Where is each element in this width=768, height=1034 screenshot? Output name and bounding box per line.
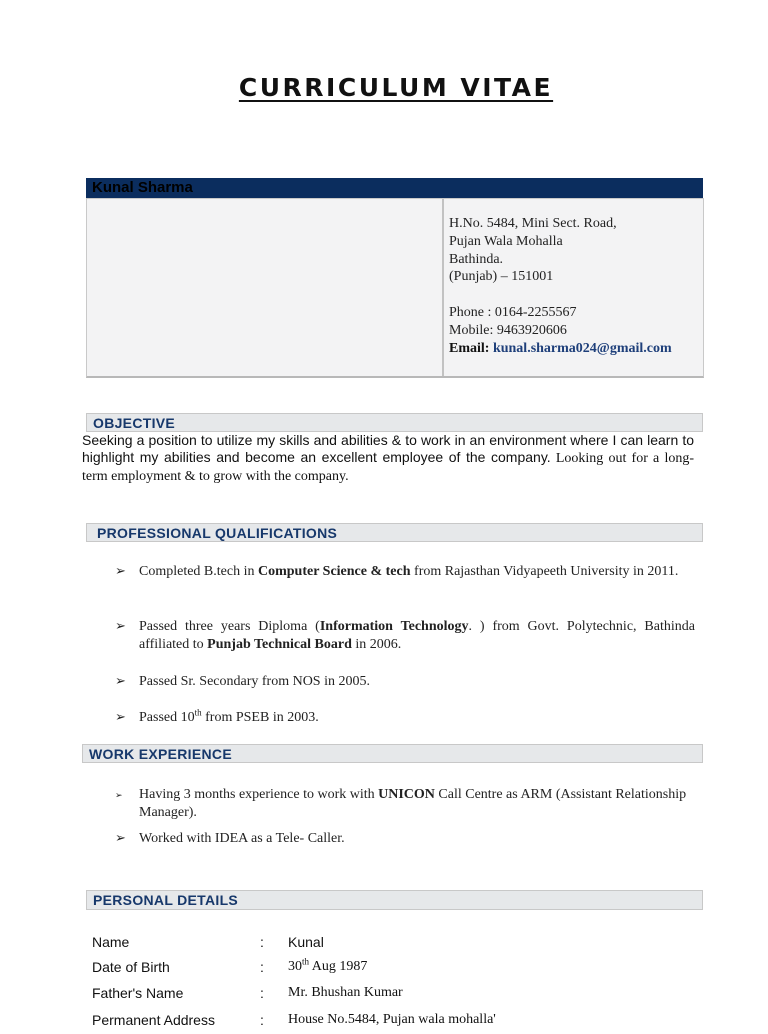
- personal-row-name: [92, 934, 702, 956]
- address-line-3: Bathinda.: [449, 251, 504, 267]
- work-experience-heading: WORK EXPERIENCE: [82, 744, 703, 763]
- row-label: Permanent Address: [92, 1012, 215, 1028]
- row-colon: :: [260, 985, 264, 1001]
- contact-details: [449, 215, 699, 358]
- address-line-4: (Punjab) – 151001: [449, 269, 554, 285]
- arrowhead-bullet-icon: ➢: [115, 619, 126, 634]
- objective-text: [82, 432, 694, 485]
- email-label: Email:: [449, 340, 490, 356]
- row-value: Mr. Bhushan Kumar: [288, 985, 403, 1000]
- email-link[interactable]: kunal.sharma024@gmail.com: [492, 340, 672, 356]
- objective-tail: Looking out for a long-term employment & to grow with the company.: [82, 451, 695, 484]
- objective-heading: OBJECTIVE: [86, 413, 703, 432]
- name-header-bar: Kunal Sharma: [86, 178, 703, 198]
- row-label: Name: [92, 934, 130, 950]
- row-colon: :: [260, 934, 264, 950]
- personal-row-address: [92, 1012, 702, 1034]
- arrowhead-bullet-icon: ➢: [115, 791, 123, 801]
- address-line-2: Pujan Wala Mohalla: [449, 233, 563, 249]
- personal-row-dob: [92, 956, 702, 981]
- list-item: ➢ Passed 10th from PSEB in 2003.: [115, 707, 319, 725]
- personal-row-father: [92, 985, 702, 1007]
- personal-details-heading: PERSONAL DETAILS: [86, 890, 703, 910]
- arrowhead-bullet-icon: ➢: [115, 674, 126, 689]
- arrowhead-bullet-icon: ➢: [115, 710, 126, 725]
- document-title: CURRICULUM VITAE: [238, 73, 554, 102]
- arrowhead-bullet-icon: ➢: [115, 831, 126, 846]
- contact-box: [86, 198, 704, 378]
- photo-placeholder: [87, 199, 444, 376]
- list-item: ➢ Passed three years Diploma (Information Technology. ) from Govt. Polytechnic, Bathinda affiliated to Punjab Technical Board in 2006.: [115, 619, 695, 652]
- email-line: [449, 340, 699, 358]
- row-value: Kunal: [288, 934, 324, 950]
- list-item: ➢ Completed B.tech in Computer Science & tech from Rajasthan Vidyapeeth University in 2011.: [115, 564, 679, 579]
- phone-number: Phone : 0164-2255567: [449, 305, 577, 321]
- objective-main: Seeking a position to utilize my skills and abilities & to work in an environment where I can learn to highlight my abilities and become an excellent employee of the company.: [82, 432, 694, 465]
- list-item: ➢ Worked with IDEA as a Tele- Caller.: [115, 831, 345, 846]
- list-item: ➢ Having 3 months experience to work with UNICON Call Centre as ARM (Assistant Relationship Manager).: [115, 787, 687, 820]
- row-label: Father's Name: [92, 985, 184, 1001]
- arrowhead-bullet-icon: ➢: [115, 564, 126, 579]
- mobile-number: Mobile: 9463920606: [449, 322, 567, 338]
- row-colon: :: [260, 959, 264, 975]
- row-label: Date of Birth: [92, 959, 170, 975]
- list-item: ➢ Passed Sr. Secondary from NOS in 2005.: [115, 674, 370, 689]
- row-value: 30th Aug 1987: [288, 956, 368, 974]
- row-value: House No.5484, Pujan wala mohalla': [288, 1012, 496, 1027]
- row-colon: :: [260, 1012, 264, 1028]
- qualifications-heading: PROFESSIONAL QUALIFICATIONS: [86, 523, 703, 542]
- address-line-1: H.No. 5484, Mini Sect. Road,: [449, 216, 617, 231]
